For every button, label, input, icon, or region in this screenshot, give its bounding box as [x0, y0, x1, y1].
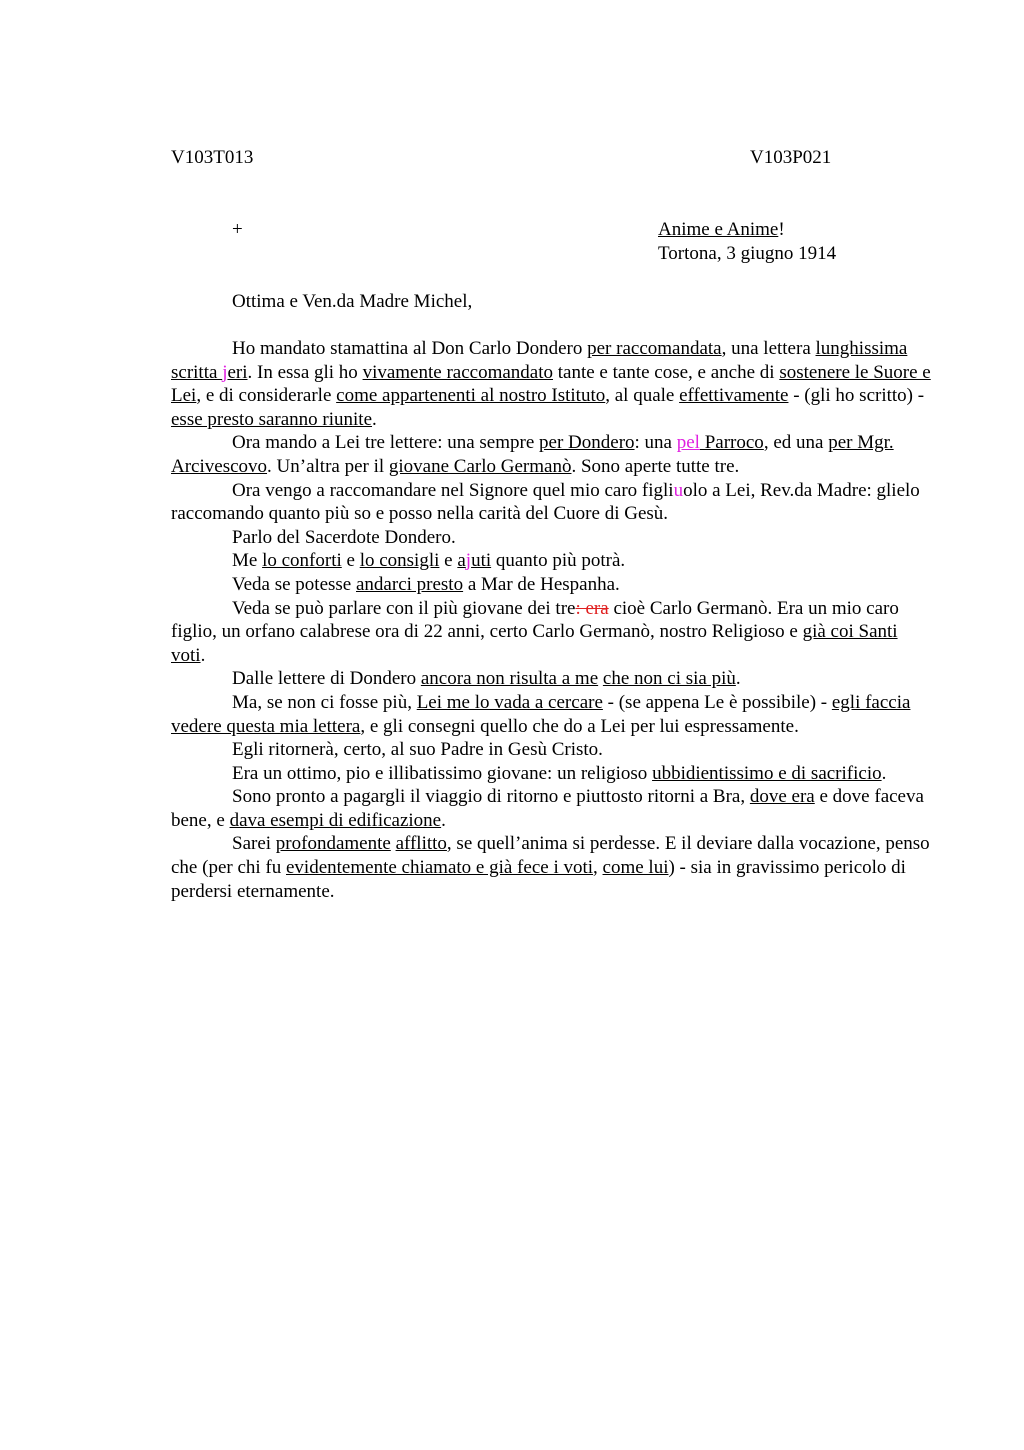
text-run: . Un’altra per il [267, 455, 389, 477]
text-run: ) - sia in gravissimo pericolo di perdersi eternamente. [171, 857, 906, 902]
text-run: e dove faceva bene, e [171, 786, 924, 831]
text-run: u [673, 479, 684, 501]
text-run: evidentemente chiamato e già fece i voti [286, 857, 594, 879]
text-run: ancora non risulta a me [420, 668, 599, 690]
letter-paragraph [171, 738, 931, 762]
text-run: . [200, 644, 206, 666]
text-run: afflitto [395, 833, 447, 855]
text-run: Dalle lettere di Dondero [232, 668, 421, 690]
text-run: cioè Carlo Germanò. Era un mio caro figlio, un orfano calabrese ora di 22 anni, certo Carlo Germanò, nostro Religioso e [171, 597, 899, 643]
place-date: Tortona, 3 giugno 1914 [658, 243, 837, 264]
text-run: Era un ottimo, pio e illibatissimo giovane: un religioso [232, 762, 653, 784]
text-run: . [441, 809, 446, 831]
text-run: . [735, 668, 741, 690]
letter-paragraph [171, 573, 931, 597]
text-run: Veda se potesse [232, 573, 356, 595]
text-run: . In essa gli ho [247, 361, 363, 383]
text-run: - (gli ho scritto) - [788, 385, 925, 407]
text-run: , [593, 857, 603, 879]
document-code-left: V103T013 [171, 147, 254, 168]
letter-paragraph [171, 431, 931, 478]
text-run: lo consigli [359, 550, 440, 572]
text-run: vivamente raccomandato [362, 361, 553, 383]
text-run: dove era [749, 786, 815, 808]
text-run: , e gli consegni quello che do a Lei per lui espressamente. [360, 715, 799, 737]
text-run: sostenere le Suore e Lei [171, 361, 931, 407]
letter-paragraph [171, 549, 931, 573]
text-run: quanto più potrà. [491, 550, 626, 572]
text-run: . [372, 408, 377, 430]
text-run: per Mgr. Arcivescovo [171, 432, 894, 477]
text-run: Ho mandato stamattina al Don Carlo Dondero [232, 338, 588, 359]
text-run: già coi Santi voti [171, 621, 898, 666]
motto [658, 218, 785, 242]
text-run: Ma, se non ci fosse più, [232, 691, 417, 713]
text-run: , se quell’anima si perdesse. E il deviare dalla vocazione, penso che (per chi fu [171, 833, 930, 879]
cross-mark: + [232, 219, 243, 240]
text-run: eri [227, 361, 248, 383]
text-run: : era [575, 597, 609, 619]
text-run: egli faccia vedere questa mia lettera [171, 691, 911, 737]
text-run: Egli ritornerà, certo, al suo Padre in Gesù Cristo. [232, 739, 603, 761]
text-run: che non ci sia più [602, 668, 736, 690]
text-run: j [465, 550, 472, 572]
text-run: dava esempi di edificazione [229, 809, 442, 831]
letter-paragraph [171, 479, 931, 526]
text-run: lo conforti [262, 550, 342, 572]
text-run: Veda se può parlare con il più giovane dei tre [232, 597, 576, 619]
text-run: pel [676, 432, 700, 454]
letter-paragraph [171, 762, 931, 786]
text-run: - (se appena Le è possibile) - [602, 691, 832, 713]
motto-text: Anime e Anime [658, 219, 779, 240]
text-run: andarci presto [356, 573, 464, 595]
letter-paragraph [171, 597, 931, 668]
text-run: e [341, 550, 360, 572]
text-run: Sono pronto a pagargli il viaggio di ritorno e piuttosto ritorni a Bra, [232, 786, 750, 808]
letter-paragraph [171, 526, 931, 550]
text-run: , ed una [763, 432, 829, 454]
text-run: Ora vengo a raccomandare nel Signore quel mio caro figli [232, 479, 674, 501]
text-run: Lei me lo vada a cercare [416, 691, 603, 713]
letter-paragraph [171, 832, 931, 903]
text-run: olo a Lei, Rev.da Madre: glielo raccomando quanto più so e posso nella carità del Cuore di Gesù. [171, 479, 920, 525]
letter-paragraph [171, 691, 931, 738]
text-run: a [457, 550, 466, 572]
text-run: a Mar de Hespanha. [463, 573, 620, 595]
motto-exclamation: ! [778, 219, 785, 240]
text-run: giovane Carlo Germanò [388, 455, 572, 477]
text-run: , una lettera [721, 338, 816, 359]
letter-paragraph [171, 667, 931, 691]
document-code-right: V103P021 [750, 147, 832, 168]
text-run: , al quale [605, 385, 680, 407]
text-run: esse presto saranno riunite [171, 408, 373, 430]
text-run: j [222, 361, 228, 383]
letter-body [171, 337, 931, 903]
text-run: . [881, 762, 887, 784]
text-run: Sarei [232, 833, 276, 855]
text-run: per Dondero [539, 432, 635, 454]
salutation: Ottima e Ven.da Madre Michel, [232, 291, 473, 312]
text-run: profondamente [275, 833, 391, 855]
text-run: come lui [602, 857, 669, 879]
text-run: effettivamente [679, 385, 789, 407]
text-run: Parroco [699, 432, 764, 454]
text-run: tante e tante cose, e anche di [553, 361, 780, 383]
text-run: . Sono aperte tutte tre. [571, 455, 740, 477]
text-run: per raccomandata [587, 338, 722, 359]
text-run: Me [232, 550, 263, 572]
letter-paragraph [171, 337, 931, 431]
text-run: , e di considerarle [196, 385, 337, 407]
letter-paragraph [171, 785, 931, 832]
text-run: ubbidientissimo e di sacrificio [652, 762, 882, 784]
text-run: Ora mando a Lei tre lettere: una sempre [232, 432, 540, 454]
text-run: lunghissima scritta [171, 338, 908, 383]
text-run: come appartenenti al nostro Istituto [336, 385, 606, 407]
text-run: uti [471, 550, 492, 572]
text-run: e [439, 550, 458, 572]
text-run: Parlo del Sacerdote Dondero. [232, 526, 456, 548]
text-run: : una [634, 432, 677, 454]
